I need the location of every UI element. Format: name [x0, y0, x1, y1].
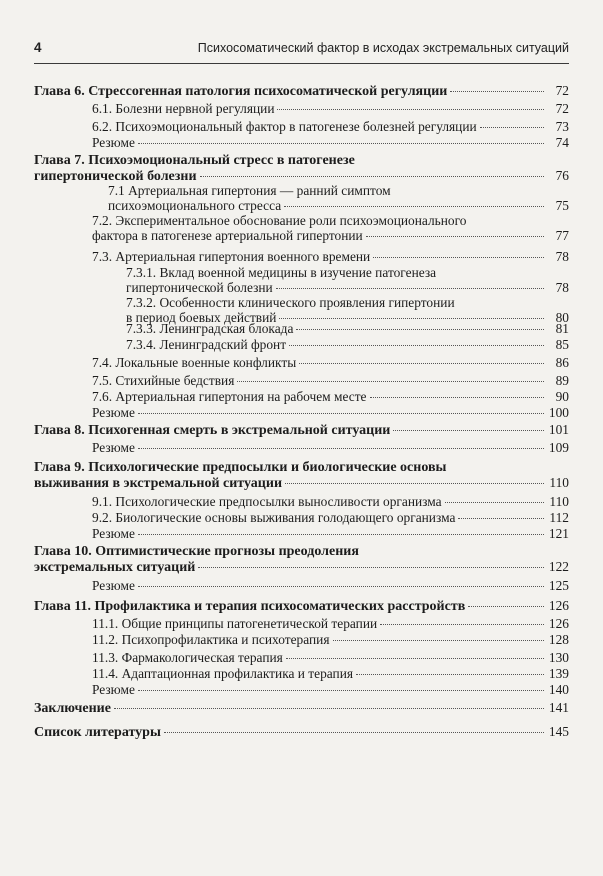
- toc-entry-title: фактора в патогенезе артериальной гипертонии: [92, 228, 363, 243]
- toc-chapter: [34, 724, 569, 740]
- toc-page-number: 78: [555, 280, 569, 295]
- toc-entry-title: в период боевых действий: [126, 310, 277, 325]
- toc-page-number: 76: [555, 168, 569, 183]
- dot-leader: [458, 518, 544, 519]
- dot-leader: [138, 143, 544, 144]
- toc-page-number: 141: [548, 700, 569, 715]
- running-title: Психосоматический фактор в исходах экстремальных ситуаций: [197, 41, 569, 55]
- toc-page-number: 112: [549, 510, 569, 525]
- toc-entry-title: гипертонической болезни: [34, 169, 197, 184]
- toc-entry-title-line: 7.3.2. Особенности клинического проявления гипертонии: [126, 295, 455, 310]
- dot-leader: [356, 674, 544, 675]
- toc-entry: [34, 249, 569, 264]
- toc-entry-title: гипертонической болезни: [126, 280, 273, 295]
- toc-page-number: 110: [549, 475, 569, 490]
- dot-leader: [138, 534, 544, 535]
- dot-leader: [200, 176, 544, 177]
- toc-page-number: 126: [548, 616, 569, 631]
- toc-entry: [34, 405, 569, 420]
- toc-chapter: [34, 700, 569, 716]
- toc-entry-title: Глава 8. Психогенная смерть в экстремальной ситуации: [34, 423, 391, 438]
- dot-leader: [279, 318, 544, 319]
- toc-page-number: 75: [555, 198, 569, 213]
- toc-entry: [34, 526, 569, 541]
- toc-entry: [34, 510, 569, 525]
- toc-page-number: 126: [548, 598, 569, 613]
- toc-page-number: 77: [555, 228, 569, 243]
- toc-entry-title: Резюме: [92, 405, 135, 420]
- toc-entry: [34, 578, 569, 593]
- toc-page-number: 73: [555, 119, 569, 134]
- toc-page-number: 80: [555, 310, 569, 325]
- header-rule: [34, 63, 569, 64]
- dot-leader: [468, 606, 544, 607]
- running-head: [34, 40, 569, 55]
- toc-page-number: 121: [548, 526, 569, 541]
- toc-page-number: 72: [555, 83, 569, 98]
- dot-leader: [289, 345, 544, 346]
- toc-entry: [34, 183, 569, 213]
- toc-page-number: 110: [549, 494, 569, 509]
- toc-entry-title: Резюме: [92, 682, 135, 697]
- toc-entry-title: 7.3. Артериальная гипертония военного времени: [92, 249, 371, 264]
- dot-leader: [380, 624, 544, 625]
- toc-entry-title: Резюме: [92, 135, 135, 150]
- dot-leader: [366, 236, 544, 237]
- toc-entry: [34, 682, 569, 697]
- toc-entry-title: Заключение: [34, 701, 111, 716]
- toc-entry-title: психоэмоционального стресса: [108, 198, 282, 213]
- toc-entry-title-line: 7.3.1. Вклад военной медицины в изучение патогенеза: [126, 265, 437, 280]
- toc-chapter: [34, 153, 569, 184]
- dot-leader: [299, 363, 544, 364]
- dot-leader: [138, 586, 544, 587]
- toc-chapter: [34, 460, 569, 491]
- toc-page-number: 140: [548, 682, 569, 697]
- dot-leader: [285, 483, 544, 484]
- dot-leader: [138, 448, 544, 449]
- toc-entry-title: Резюме: [92, 440, 135, 455]
- toc-chapter: [34, 544, 569, 575]
- toc-entry-title: 6.1. Болезни нервной регуляции: [92, 101, 275, 116]
- toc-entry: [34, 213, 569, 243]
- dot-leader: [114, 708, 544, 709]
- page-number: 4: [34, 40, 42, 55]
- toc-entry: [34, 666, 569, 681]
- dot-leader: [450, 91, 544, 92]
- toc-chapter: [34, 83, 569, 99]
- toc-entry-title: экстремальных ситуаций: [34, 560, 196, 575]
- toc-entry-title: выживания в экстремальной ситуации: [34, 476, 283, 491]
- toc-entry-title: 7.3.3. Ленинградская блокада: [126, 321, 294, 336]
- dot-leader: [138, 413, 544, 414]
- toc-entry-title: Глава 11. Профилактика и терапия психосоматических расстройств: [34, 599, 466, 614]
- toc-page-number: 81: [555, 321, 569, 336]
- toc-entry: [34, 101, 569, 116]
- toc-page-number: 74: [555, 135, 569, 150]
- toc-entry-title-line: Глава 10. Оптимистические прогнозы преодоления: [34, 544, 359, 559]
- toc-entry-title: 11.4. Адаптационная профилактика и терапия: [92, 666, 354, 681]
- toc-page-number: 90: [555, 389, 569, 404]
- toc-entry-title: Глава 6. Стрессогенная патология психосоматической регуляции: [34, 84, 448, 99]
- toc-entry-title: 9.1. Психологические предпосылки выносливости организма: [92, 494, 442, 509]
- dot-leader: [198, 567, 544, 568]
- toc-entry: [34, 389, 569, 404]
- toc-entry-title: 11.3. Фармакологическая терапия: [92, 650, 283, 665]
- toc-entry-title-line: 7.1 Артериальная гипертония — ранний симптом: [108, 183, 391, 198]
- toc-entry-title-line: Глава 7. Психоэмоциональный стресс в патогенезе: [34, 153, 355, 168]
- toc-entry-title: 9.2. Биологические основы выживания голодающего организма: [92, 510, 456, 525]
- dot-leader: [393, 430, 544, 431]
- toc-entry-title: 7.3.4. Ленинградский фронт: [126, 337, 287, 352]
- toc-entry-title: 11.1. Общие принципы патогенетической терапии: [92, 616, 378, 631]
- toc-entry: [34, 616, 569, 631]
- dot-leader: [286, 658, 544, 659]
- toc-page-number: 100: [548, 405, 569, 420]
- toc-entry-title-line: 7.2. Экспериментальное обоснование роли психоэмоционального: [92, 213, 467, 228]
- toc-page-number: 122: [548, 559, 569, 574]
- dot-leader: [276, 288, 544, 289]
- dot-leader: [296, 329, 544, 330]
- toc-entry-title: 6.2. Психоэмоциональный фактор в патогенезе болезней регуляции: [92, 119, 477, 134]
- toc-page-number: 130: [548, 650, 569, 665]
- toc-entry-title: 7.4. Локальные военные конфликты: [92, 355, 297, 370]
- dot-leader: [284, 206, 544, 207]
- toc-entry-title: 7.6. Артериальная гипертония на рабочем месте: [92, 389, 367, 404]
- toc-entry-title: Список литературы: [34, 725, 161, 740]
- toc-entry: [34, 119, 569, 134]
- toc-entry-title-line: Глава 9. Психологические предпосылки и биологические основы: [34, 460, 447, 475]
- toc-entry: [34, 135, 569, 150]
- toc-page-number: 128: [548, 632, 569, 647]
- toc-page-number: 109: [548, 440, 569, 455]
- dot-leader: [333, 640, 545, 641]
- toc-entry: [34, 440, 569, 455]
- toc-entry: [34, 494, 569, 509]
- dot-leader: [480, 127, 544, 128]
- toc-page-number: 72: [555, 101, 569, 116]
- toc-page-number: 101: [548, 422, 569, 437]
- toc-entry: [34, 632, 569, 647]
- toc-page-number: 78: [555, 249, 569, 264]
- toc-entry: [34, 373, 569, 388]
- toc-entry-title: Резюме: [92, 526, 135, 541]
- dot-leader: [373, 257, 544, 258]
- toc-entry: [34, 265, 569, 295]
- toc-entry: [34, 337, 569, 352]
- dot-leader: [138, 690, 544, 691]
- toc-page-number: 125: [548, 578, 569, 593]
- toc-page-number: 89: [555, 373, 569, 388]
- toc-entry: [34, 321, 569, 336]
- toc-chapter: [34, 598, 569, 614]
- toc-chapter: [34, 422, 569, 438]
- dot-leader: [370, 397, 545, 398]
- toc-entry-title: Резюме: [92, 578, 135, 593]
- toc-entry: [34, 650, 569, 665]
- toc-page-number: 86: [555, 355, 569, 370]
- dot-leader: [164, 732, 544, 733]
- toc-page-number: 85: [555, 337, 569, 352]
- toc-entry: [34, 355, 569, 370]
- dot-leader: [277, 109, 544, 110]
- toc-page-number: 145: [548, 724, 569, 739]
- toc-page-number: 139: [548, 666, 569, 681]
- dot-leader: [237, 381, 544, 382]
- dot-leader: [445, 502, 544, 503]
- toc-entry-title: 7.5. Стихийные бедствия: [92, 373, 235, 388]
- toc-entry-title: 11.2. Психопрофилактика и психотерапия: [92, 632, 330, 647]
